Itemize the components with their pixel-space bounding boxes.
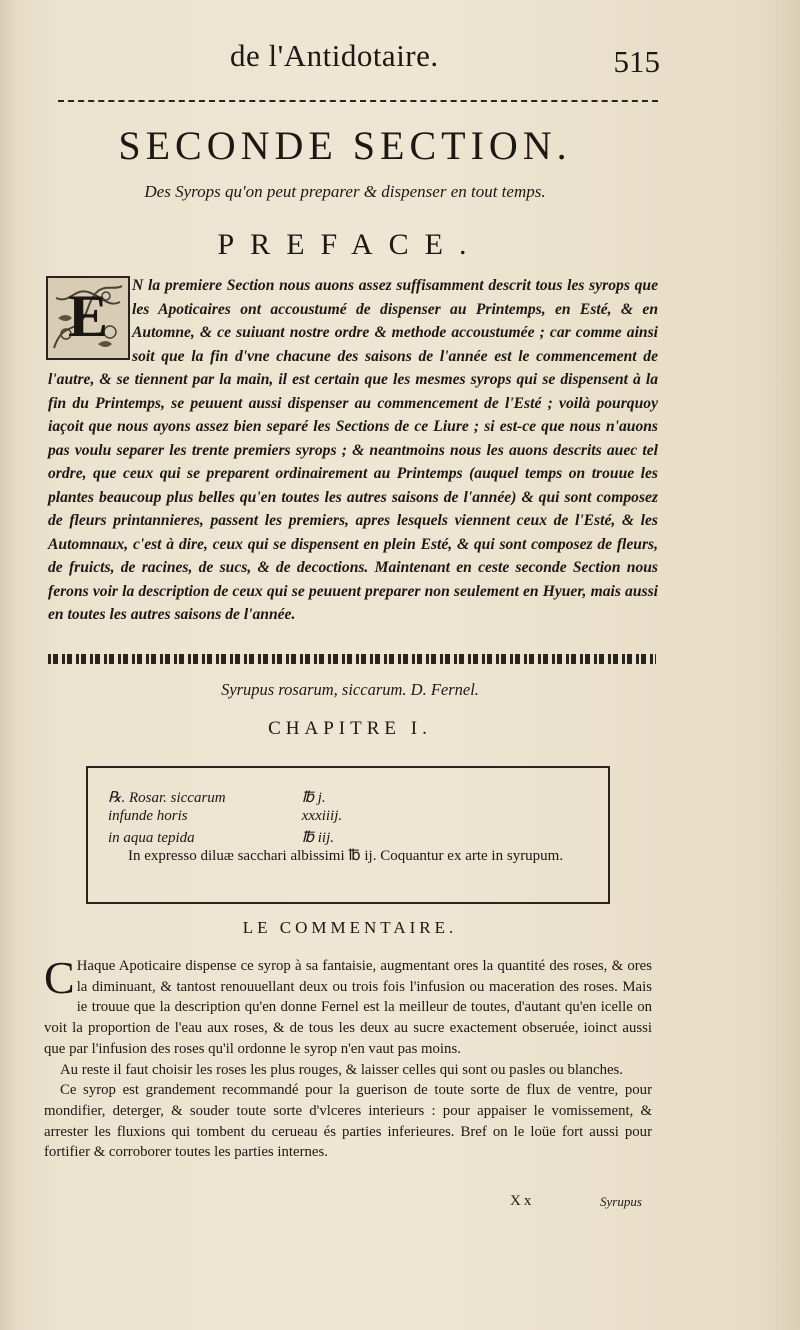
commentary-paragraph: Au reste il faut choisir les roses les plus rouges, & laisser celles qui sont ou pasles ou blanches. [60, 1061, 623, 1078]
commentary-title: LE COMMENTAIRE. [242, 918, 458, 937]
dropcap-letter: E [67, 283, 109, 349]
ingredient-name: ℞. Rosar. siccarum [108, 790, 226, 806]
ingredient-row [108, 828, 334, 847]
commentary-body [44, 952, 652, 1163]
commentary-text: Haque Apoticaire dispense ce syrop à sa fantaisie, augmentant ores la quantité des roses, & ores la diminuant, & tantost renouuellant deux ou trois fois l'infusion ou maceration des roses. Mais ie trouue que la description qu'en donne Fernel est la meilleur de toutes, d'autant qu'en icelle on voit la proportion de l'eau aux roses, & de tous les deux au sucre exactement obseruée, ioinct aussi que par l'infusion des roses qu'il ordonne le syrop n'en vaut pas moins. [44, 958, 652, 1057]
ingredient-name: in aqua tepida [108, 830, 195, 846]
commentary-dropcap: C [44, 952, 75, 1003]
catchword: Syrupus [600, 1194, 642, 1209]
running-head: de l'Antidotaire. [230, 38, 439, 73]
ornamental-band [48, 654, 656, 664]
recipe-box [86, 766, 610, 904]
section-title: SECONDE SECTION. [118, 123, 572, 168]
ingredient-name: infunde horis [108, 808, 188, 824]
recipe-instruction: In expresso diluæ sacchari albissimi ℔ ij. Coquantur ex arte in syrupum. [128, 848, 564, 864]
preface-text: N la premiere Section nous auons assez suffisamment descrit tous les syrops que les Apoticaires ont accoustumé de dispenser au Printemps, en Esté, & en Automne, & ce suiuant nostre ordre & methode accoustumée ; car comme ainsi soit que la fin d'vne chacune des saisons de l'année est le commencement de l'autre, & se tiennent par la main, il est certain que les mesmes syrops qui se dispensent à la fin du Printemps, se peuuent aussi dispenser au commencement de l'Esté ; voilà pourquoy iaçoit que nous ayons assez bien separé les Sections de ce Liure ; si est-ce que nous n'auons pas voulu separer les trente premiers syrops ; & neantmoins nous les auons descrits auec tel ordre, que ceux qui se preparent ordinairement au Printemps (auquel temps on trouue les plantes beaucoup plus belles qu'en toutes les autres saisons de l'année) & qui sont composez de fleurs printannieres, passent les premiers, apres lesquels viennent ceux de l'Esté, & les Automnaux, c'est à dire, ceux qui se dispensent en plein Esté, & qui sont composez de fleurs, de fruicts, de racines, de sucs, & de decoctions. Maintenant en ceste seconde Section nous ferons voir la description de ceux qui se peuuent preparer non seulement en Hyuer, mais aussi en toutes les autres saisons de l'année. [48, 277, 658, 623]
header-rule [58, 100, 658, 102]
page-number: 515 [613, 44, 660, 79]
ingredient-row [108, 788, 326, 807]
chapter-title: CHAPITRE I. [268, 718, 432, 739]
signature-mark: Xx [510, 1193, 535, 1209]
preface-paragraph [48, 274, 658, 627]
ingredient-row [108, 808, 342, 825]
ingredient-quantity: ℔ j. [301, 790, 326, 806]
page-header [60, 38, 660, 78]
commentary-paragraph [44, 952, 652, 1060]
ingredient-quantity: xxxiiij. [301, 808, 343, 824]
ingredient-quantity: ℔ iij. [301, 830, 335, 846]
commentary-paragraph: Ce syrop est grandement recommandé pour la guerison de toute sorte de flux de ventre, pour mondifier, deterger, & souder toute sorte d'vlceres interieurs : pour appaiser le vomissement, & arrester les fluxions qui tombent du cerueau és parties inferieures. Bref on le loüe fort aussi pour fortifier & corroborer toutes les parties internes. [44, 1082, 652, 1161]
recipe-title: Syrupus rosarum, siccarum. D. Fernel. [221, 680, 479, 699]
preface-title: PREFACE. [217, 228, 483, 261]
section-subtitle: Des Syrops qu'on peut preparer & dispenser en tout temps. [144, 182, 546, 201]
